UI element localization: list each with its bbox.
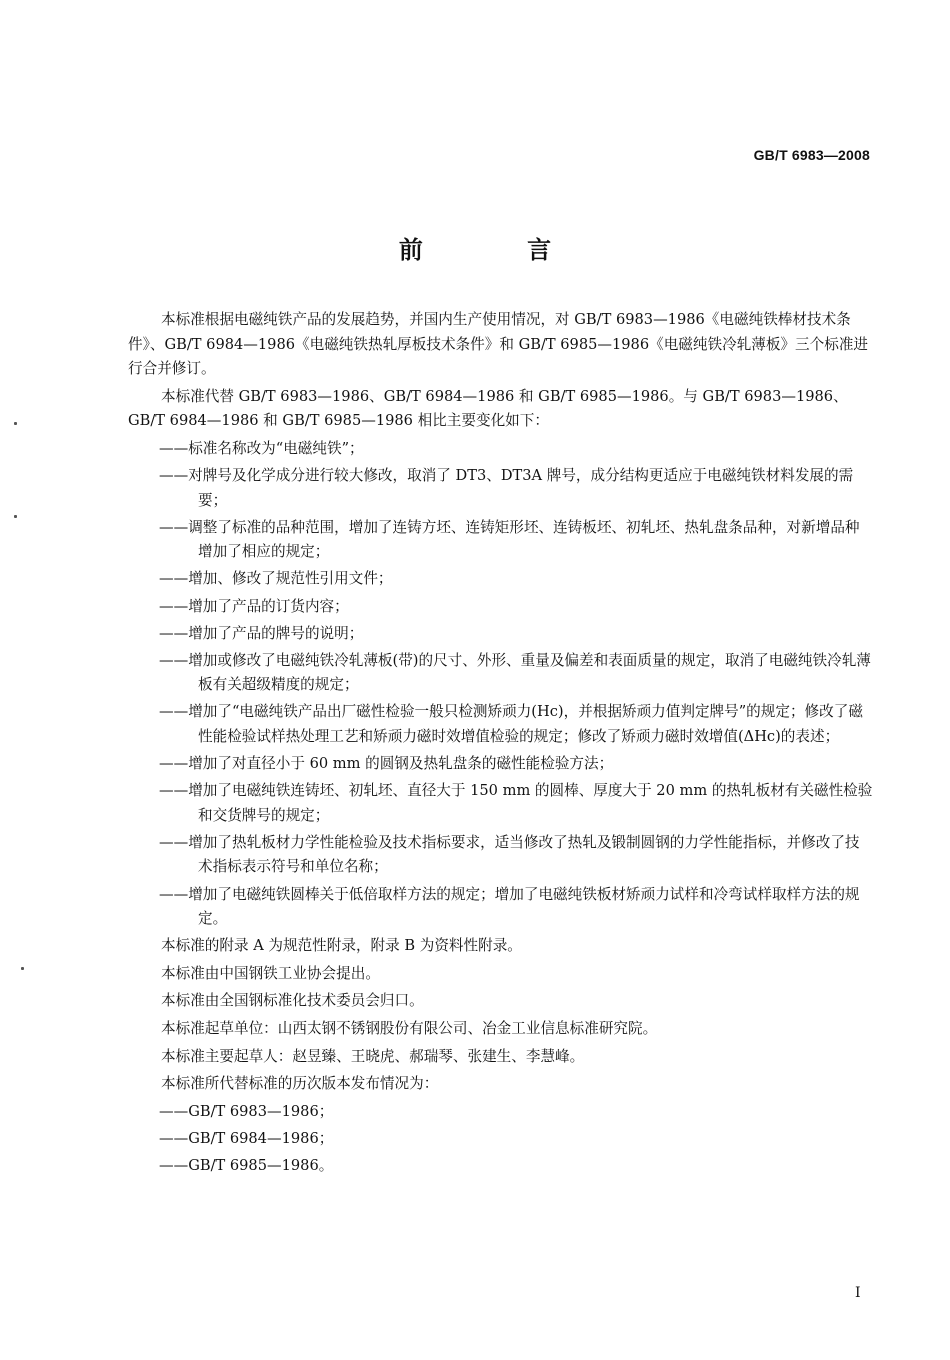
list-item: ——调整了标准的品种范围，增加了连铸方坯、连铸矩形坯、连铸板坯、初轧坯、热轧盘条品种，对新增品种增加了相应的规定； bbox=[159, 518, 860, 561]
list-item: ——增加了电磁纯铁圆棒关于低倍取样方法的规定；增加了电磁纯铁板材矫顽力试样和冷弯试样取样方法的规定。 bbox=[159, 885, 860, 928]
page-number: I bbox=[855, 1285, 861, 1301]
list-item: ——GB/T 6985—1986。 bbox=[159, 1157, 334, 1174]
paragraph: 本标准的附录 A 为规范性附录，附录 B 为资料性附录。 bbox=[161, 937, 522, 955]
list-item: ——增加、修改了规范性引用文件； bbox=[159, 570, 393, 588]
list-item: ——增加了电磁纯铁连铸坯、初轧坯、直径大于 150 mm 的圆棒、厚度大于 20 mm 的热轧板材有关磁性检验和交货牌号的规定； bbox=[159, 782, 873, 824]
scan-speck bbox=[21, 967, 24, 970]
paragraph: 本标准由中国钢铁工业协会提出。 bbox=[161, 964, 380, 982]
paragraph: 本标准由全国钢标准化技术委员会归口。 bbox=[161, 992, 424, 1010]
list-item: ——增加了产品的订货内容； bbox=[159, 597, 349, 615]
list-item: ——对牌号及化学成分进行较大修改，取消了 DT3、DT3A 牌号，成分结构更适应于电磁纯铁材料发展的需要； bbox=[159, 467, 854, 509]
paragraph: 本标准所代替标准的历次版本发布情况为： bbox=[161, 1075, 439, 1093]
list-item: ——增加了热轧板材力学性能检验及技术指标要求，适当修改了热轧及锻制圆钢的力学性能指标，并修改了技术指标表示符号和单位名称； bbox=[159, 833, 860, 876]
list-item: ——GB/T 6983—1986； bbox=[159, 1102, 334, 1120]
foreword-body bbox=[128, 308, 873, 1179]
standard-number: GB/T 6983—2008 bbox=[753, 147, 870, 163]
list-item: ——增加了产品的牌号的说明； bbox=[159, 624, 364, 642]
page-title: 前 言 bbox=[398, 236, 600, 264]
list-item: ——增加了“电磁纯铁产品出厂磁性检验一般只检测矫顽力(Hc)，并根据矫顽力值判定牌号”的规定；修改了磁性能检验试样热处理工艺和矫顽力磁时效增值检验的规定；修改了矫顽力磁时效增值(ΔHc)的表述； bbox=[159, 703, 863, 745]
list-item: ——增加或修改了电磁纯铁冷轧薄板(带)的尺寸、外形、重量及偏差和表面质量的规定，取消了电磁纯铁冷轧薄板有关超级精度的规定； bbox=[159, 651, 871, 694]
list-item: ——GB/T 6984—1986； bbox=[159, 1129, 334, 1147]
paragraph: 本标准根据电磁纯铁产品的发展趋势，并国内生产使用情况，对 GB/T 6983—1986《电磁纯铁棒材技术条件》、GB/T 6984—1986《电磁纯铁热轧厚板技术条件》和 GB/T 6985—1986《电磁纯铁冷轧薄板》三个标准进行合并修订。 bbox=[128, 311, 869, 378]
paragraph: 本标准代替 GB/T 6983—1986、GB/T 6984—1986 和 GB/T 6985—1986。与 GB/T 6983—1986、GB/T 6984—1986 和 GB/T 6985—1986 相比主要变化如下： bbox=[128, 387, 848, 430]
paragraph: 本标准起草单位：山西太钢不锈钢股份有限公司、冶金工业信息标准研究院。 bbox=[161, 1020, 658, 1038]
scan-speck bbox=[14, 422, 17, 425]
paragraph: 本标准主要起草人：赵昱臻、王晓虎、郝瑞琴、张建生、李慧峰。 bbox=[161, 1047, 585, 1065]
list-item: ——增加了对直径小于 60 mm 的圆钢及热轧盘条的磁性能检验方法； bbox=[159, 755, 614, 773]
list-item: ——标准名称改为“电磁纯铁”； bbox=[159, 439, 364, 457]
scan-speck bbox=[14, 515, 17, 518]
